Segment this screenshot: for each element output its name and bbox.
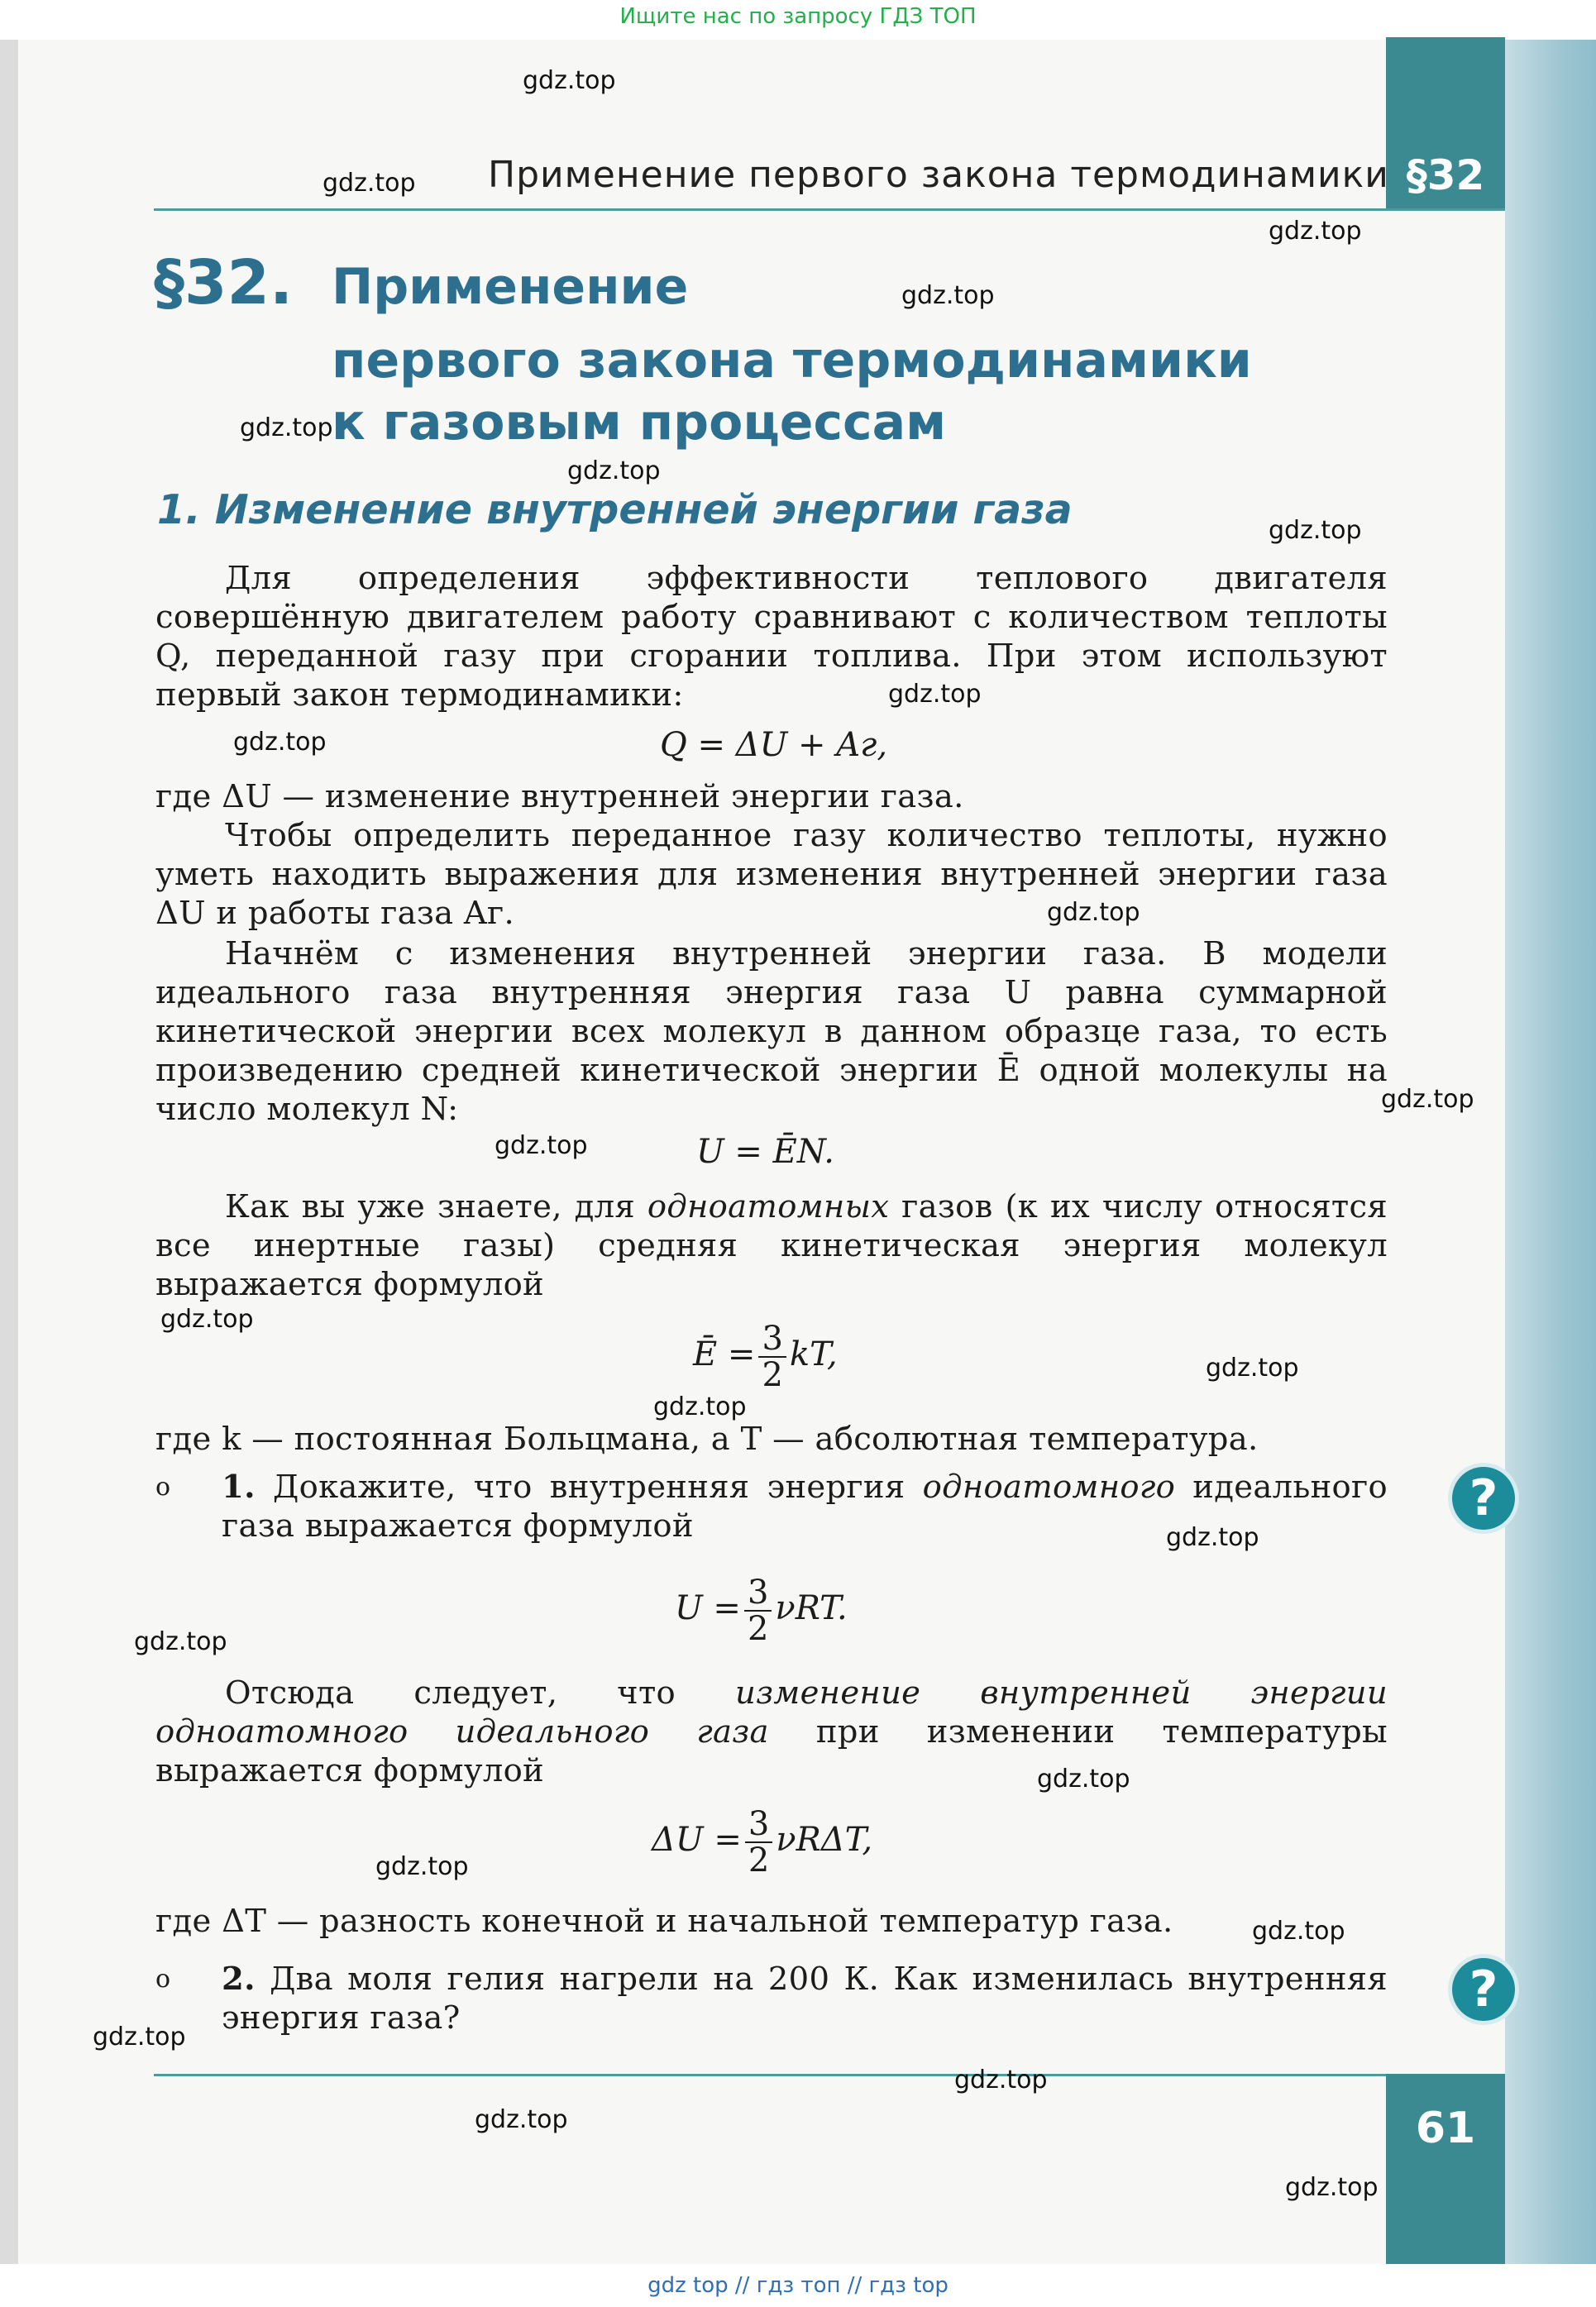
formula-3-fraction bbox=[758, 1321, 786, 1392]
watermark: gdz.top bbox=[1269, 516, 1362, 545]
paragraph-5-start: Как вы уже знаете, для bbox=[225, 1188, 647, 1225]
question-1-marker: o bbox=[155, 1473, 171, 1502]
watermark: gdz.top bbox=[523, 66, 616, 95]
watermark: gdz.top bbox=[323, 169, 416, 198]
paragraph-7-start: Отсюда следует, что bbox=[225, 1674, 735, 1712]
formula-5-denominator: 2 bbox=[748, 1841, 770, 1880]
paragraph-7-end: при изменении температуры выражается формулой bbox=[155, 1713, 1388, 1789]
section-tab bbox=[1386, 37, 1505, 211]
paragraph-2: где ΔU — изменение внутренней энергии газа. bbox=[155, 778, 964, 815]
right-margin-strip bbox=[1505, 40, 1596, 2264]
question-1-number: 1. bbox=[222, 1469, 256, 1506]
formula-4-left: U = bbox=[675, 1589, 741, 1627]
question-2-marker: o bbox=[155, 1965, 171, 1994]
paragraph-7 bbox=[155, 1674, 1388, 1790]
running-head: Применение первого закона термодинамики bbox=[488, 154, 1389, 196]
section-tab-label: §32 bbox=[1406, 151, 1485, 199]
page-number-tab bbox=[1386, 2074, 1505, 2264]
formula-4-fraction bbox=[744, 1575, 772, 1646]
question-2-number: 2. bbox=[222, 1961, 256, 1998]
chapter-title-line1: Применение bbox=[332, 258, 689, 316]
watermark: gdz.top bbox=[901, 281, 995, 310]
formula-first-law: Q = ΔU + Aг, bbox=[660, 726, 888, 764]
formula-monoatomic-energy bbox=[675, 1575, 848, 1646]
page-number: 61 bbox=[1415, 2104, 1476, 2153]
formula-energy-change bbox=[652, 1807, 872, 1878]
formula-mean-energy bbox=[693, 1321, 838, 1392]
question-1-end: идеального газа выражается формулой bbox=[222, 1469, 1388, 1545]
header-divider bbox=[154, 208, 1505, 211]
paragraph-4: Начнём с изменения внутренней энергии газа. В модели идеального газа внутренняя энергия газа U равна суммарной кинетической энергии всех молекул в данном образце газа, то есть произведению средней кинетической энергии Ē одной молекулы на число молекул N: bbox=[155, 935, 1388, 1128]
paragraph-5-end: газов (к их числу относятся все инертные газы) средняя кинетическая энергия молекул выражается формулой bbox=[155, 1188, 1388, 1303]
formula-5-left: ΔU = bbox=[652, 1821, 742, 1859]
watermark: gdz.top bbox=[1285, 2173, 1379, 2202]
watermark: gdz.top bbox=[954, 2066, 1048, 2094]
paragraph-8: где ΔT — разность конечной и начальной температур газа. bbox=[155, 1903, 1173, 1940]
formula-internal-energy: U = ĒN. bbox=[696, 1133, 835, 1171]
watermark: gdz.top bbox=[495, 1131, 588, 1160]
watermark: gdz.top bbox=[233, 728, 327, 757]
formula-3-numerator: 3 bbox=[758, 1321, 786, 1358]
watermark: gdz.top bbox=[653, 1392, 747, 1421]
watermark: gdz.top bbox=[888, 680, 982, 709]
question-1-start: Докажите, что внутренняя энергия bbox=[272, 1469, 923, 1506]
paragraph-7-emphasis: изменение внутренней энергии одноатомного идеального газа bbox=[155, 1674, 1388, 1751]
formula-5-fraction bbox=[745, 1807, 772, 1878]
question-help-icon[interactable]: ? bbox=[1452, 1958, 1515, 2021]
formula-3-right: kT, bbox=[789, 1335, 838, 1373]
paragraph-5 bbox=[155, 1187, 1388, 1304]
watermark: gdz.top bbox=[567, 456, 661, 485]
question-2 bbox=[222, 1960, 1388, 2037]
watermark: gdz.top bbox=[1381, 1085, 1474, 1114]
question-help-icon[interactable]: ? bbox=[1452, 1467, 1515, 1530]
watermark: gdz.top bbox=[375, 1852, 469, 1881]
paragraph-3: Чтобы определить переданное газу количество теплоты, нужно уметь находить выражения для изменения внутренней энергии газа ΔU и работы газа Aг. bbox=[155, 817, 1388, 932]
question-2-text: Два моля гелия нагрели на 200 К. Как изменилась внутренняя энергия газа? bbox=[222, 1961, 1388, 2037]
watermark: gdz.top bbox=[240, 413, 333, 442]
watermark: gdz.top bbox=[1252, 1917, 1345, 1946]
paragraph-1: Для определения эффективности теплового двигателя совершённую двигателем работу сравнивают с количеством теплоты Q, переданной газу при сгорании топлива. При этом используют первый закон термодинамики: bbox=[155, 560, 1388, 714]
watermark: gdz.top bbox=[475, 2105, 568, 2134]
watermark: gdz.top bbox=[1047, 898, 1140, 927]
watermark: gdz.top bbox=[93, 2023, 186, 2051]
watermark: gdz.top bbox=[134, 1627, 227, 1656]
watermark: gdz.top bbox=[1206, 1354, 1299, 1383]
watermark: gdz.top bbox=[1166, 1523, 1259, 1552]
bottom-banner[interactable]: gdz top // гдз топ // гдз top bbox=[647, 2273, 949, 2298]
formula-4-right: νRT. bbox=[775, 1589, 848, 1627]
page-edge-shadow bbox=[0, 40, 18, 2264]
formula-4-denominator: 2 bbox=[747, 1610, 769, 1648]
watermark: gdz.top bbox=[1269, 217, 1362, 246]
formula-5-right: νRΔT, bbox=[776, 1821, 873, 1859]
chapter-number: §32. bbox=[154, 247, 294, 318]
formula-3-denominator: 2 bbox=[762, 1356, 783, 1394]
chapter-title-line3: к газовым процессам bbox=[332, 394, 947, 451]
footer-divider bbox=[154, 2074, 1386, 2076]
paragraph-5-emphasis: одноатомных bbox=[647, 1188, 890, 1225]
formula-4-numerator: 3 bbox=[744, 1575, 772, 1612]
watermark: gdz.top bbox=[160, 1305, 254, 1334]
question-1-emphasis: одноатомного bbox=[922, 1469, 1176, 1506]
top-banner[interactable]: Ищите нас по запросу ГДЗ ТОП bbox=[619, 4, 977, 29]
paragraph-6: где k — постоянная Больцмана, а T — абсолютная температура. bbox=[155, 1421, 1259, 1458]
formula-5-numerator: 3 bbox=[745, 1807, 772, 1843]
watermark: gdz.top bbox=[1037, 1765, 1130, 1794]
chapter-title-line2: первого закона термодинамики bbox=[332, 332, 1252, 389]
formula-3-left: Ē = bbox=[693, 1335, 756, 1373]
section-title: 1. Изменение внутренней энергии газа bbox=[157, 486, 1073, 533]
